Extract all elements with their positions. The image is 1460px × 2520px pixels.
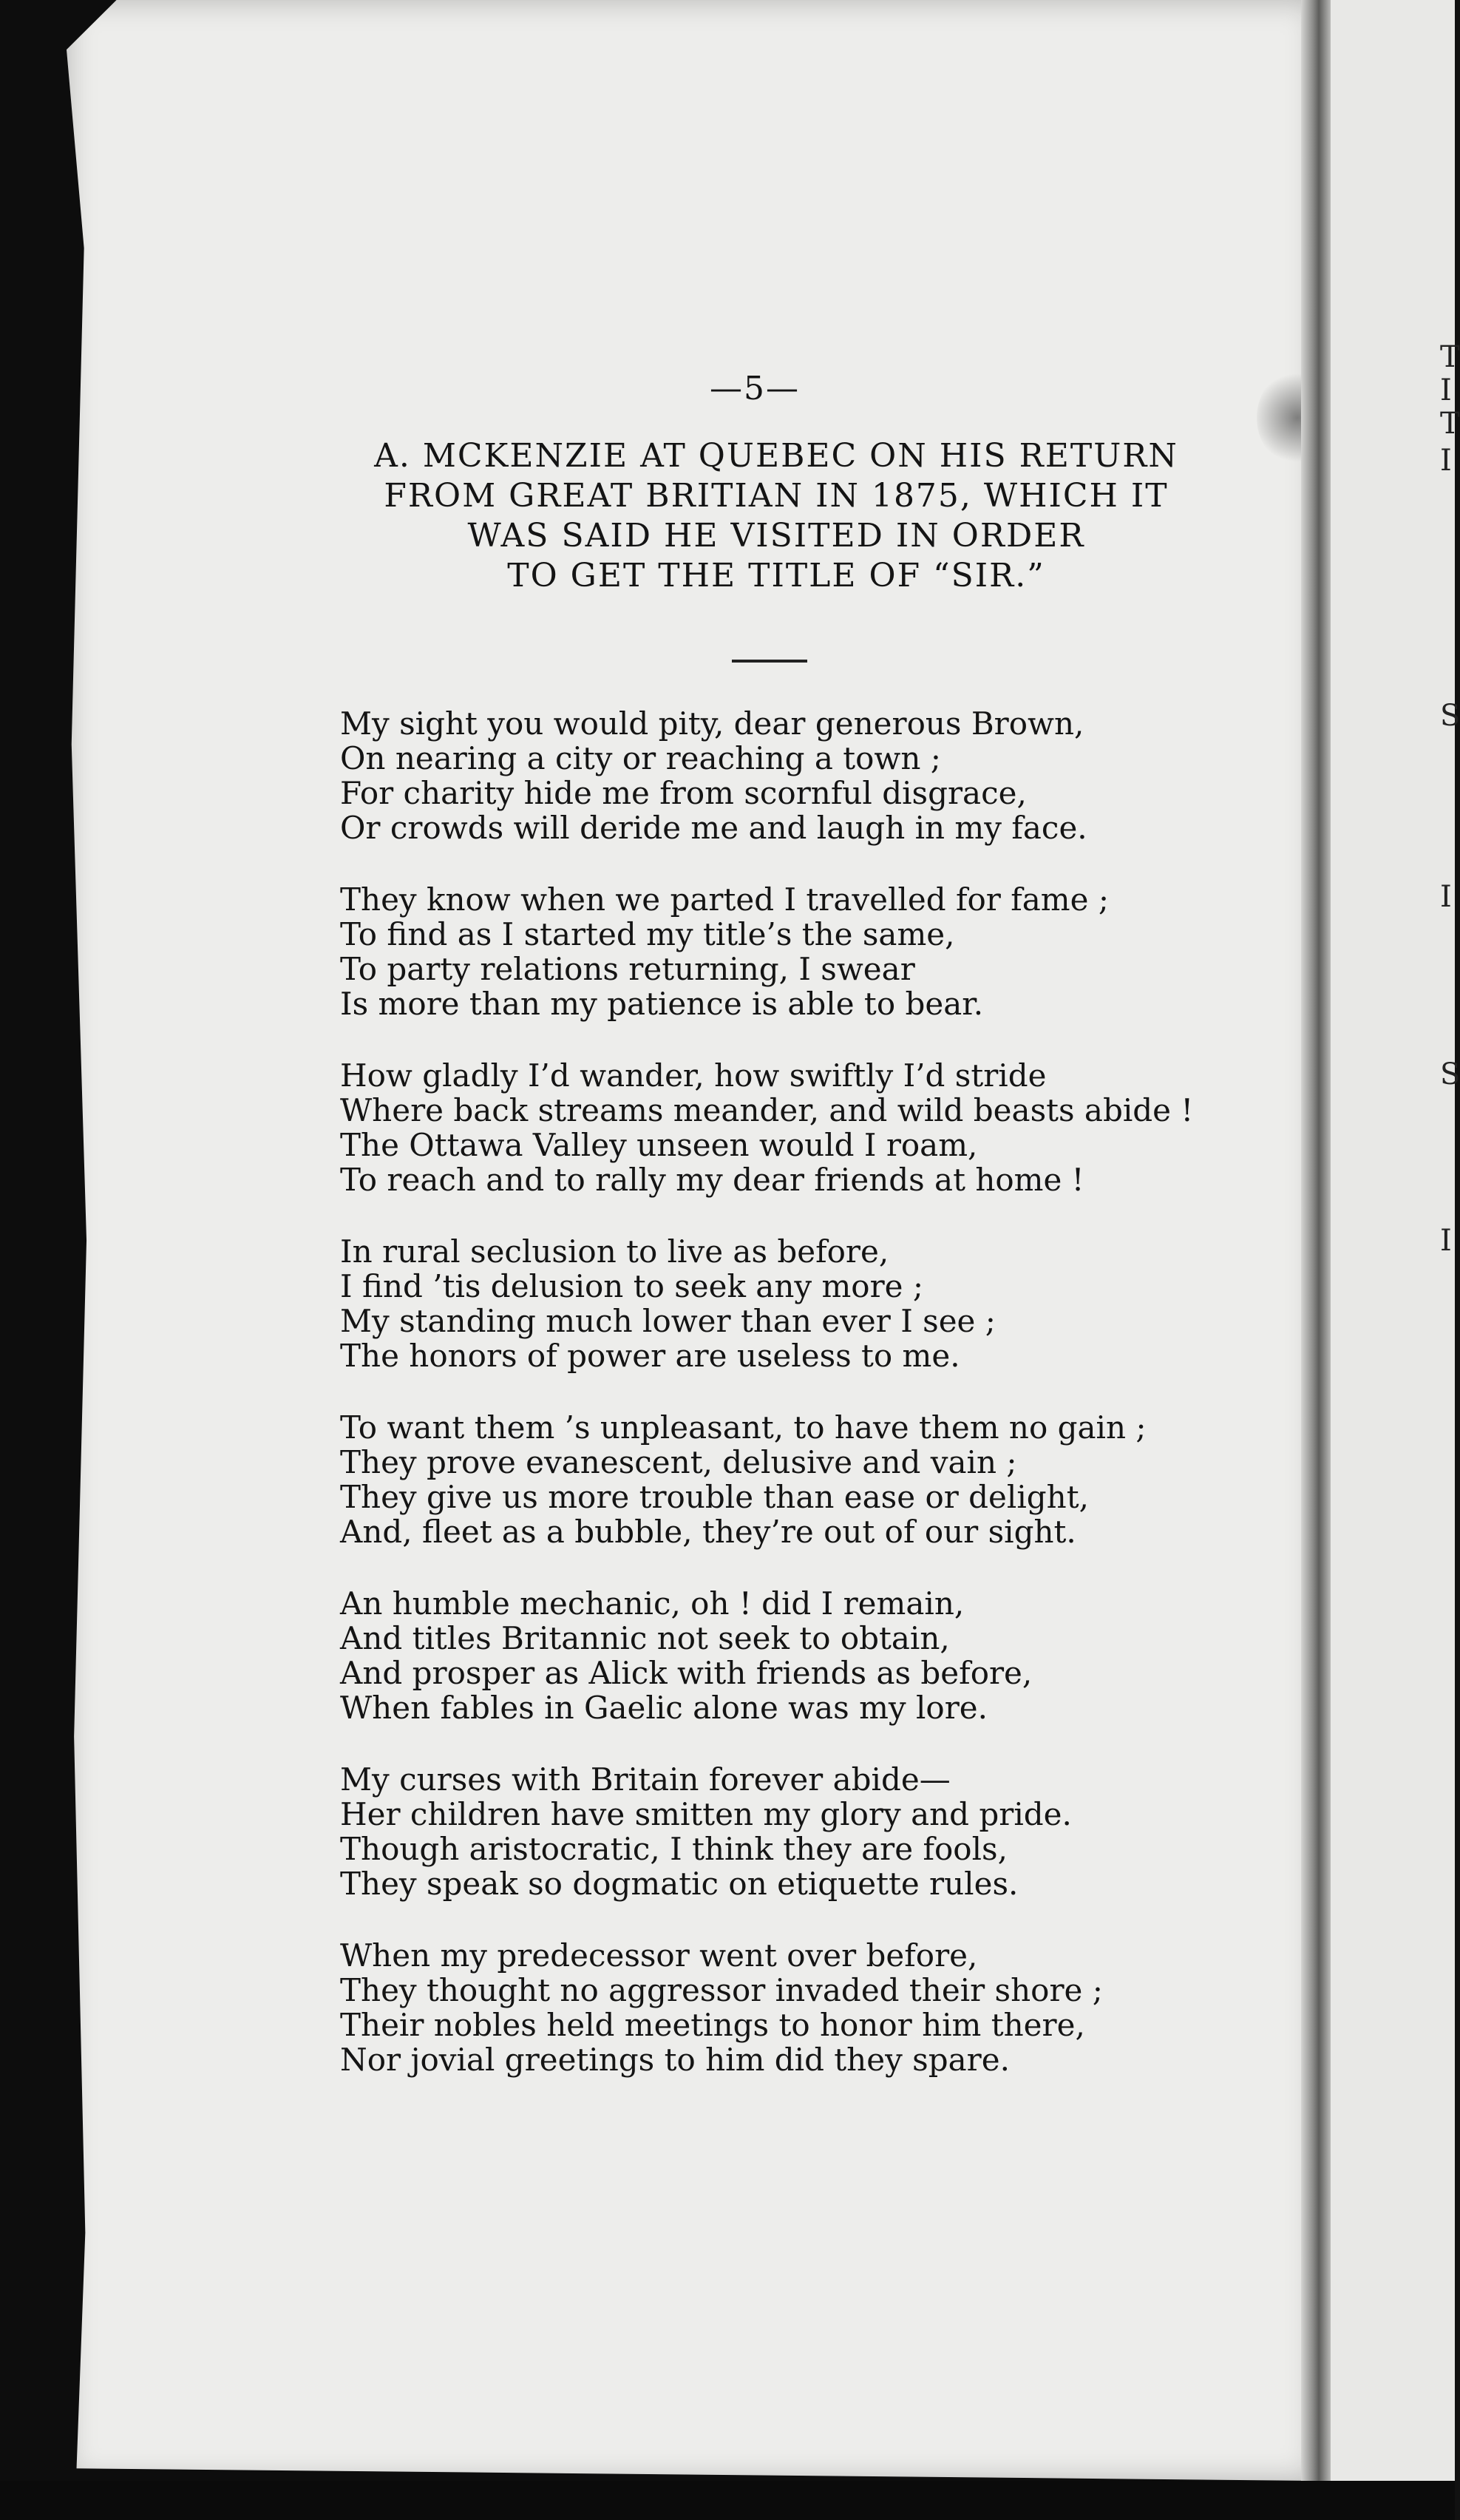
verse-line: When my predecessor went over before,	[340, 1937, 978, 1974]
verse-line: To find as I started my title’s the same,	[340, 916, 955, 952]
verse-line: An humble mechanic, oh ! did I remain,	[340, 1585, 965, 1622]
verse-line: The Ottawa Valley unseen would I roam,	[340, 1127, 978, 1163]
title-line: FROM GREAT BRITIAN IN 1875, WHICH IT	[384, 477, 1169, 515]
verse-line: They thought no aggressor invaded their shore ;	[340, 1972, 1103, 2008]
stanza	[340, 1762, 1257, 1901]
title-line: WAS SAID HE VISITED IN ORDER	[467, 517, 1085, 555]
verse-line: They prove evanescent, delusive and vain ;	[340, 1444, 1017, 1480]
verse-line: They give us more trouble than ease or delight,	[340, 1479, 1089, 1515]
poem-title	[296, 436, 1257, 596]
facing-page-letter: T	[1440, 340, 1460, 374]
verse-line: For charity hide me from scornful disgrace,	[340, 775, 1027, 811]
verse-line: To want them ’s unpleasant, to have them no gain ;	[340, 1409, 1147, 1446]
verse-line: To party relations returning, I swear	[340, 951, 915, 987]
facing-page-letter: I	[1440, 444, 1452, 478]
verse-line: They speak so dogmatic on etiquette rules.	[340, 1866, 1019, 1902]
verse-line: My standing much lower than ever I see ;	[340, 1303, 996, 1339]
facing-page-letter: I	[1440, 1224, 1452, 1258]
verse-line: And titles Britannic not seek to obtain,	[340, 1620, 950, 1656]
stanza	[340, 1586, 1257, 1725]
title-line: A. MCKENZIE AT QUEBEC ON HIS RETURN	[374, 437, 1178, 475]
stanza	[340, 706, 1257, 845]
stanza	[340, 1234, 1257, 1373]
verse-line: Her children have smitten my glory and pride.	[340, 1796, 1072, 1832]
verse-line: I find ’tis delusion to seek any more ;	[340, 1268, 923, 1304]
verse-line: Though aristocratic, I think they are fools,	[340, 1831, 1008, 1867]
stanza	[340, 1410, 1257, 1549]
verse-line: My curses with Britain forever abide—	[340, 1761, 951, 1798]
verse-line: The honors of power are useless to me.	[340, 1338, 960, 1374]
verse-line: In rural seclusion to live as before,	[340, 1233, 889, 1270]
verse-line: They know when we parted I travelled for fame ;	[340, 881, 1109, 918]
verse-line: Nor jovial greetings to him did they spare.	[340, 2042, 1010, 2078]
verse-line: Where back streams meander, and wild beasts abide !	[340, 1092, 1194, 1128]
facing-page-letter: I	[1440, 880, 1452, 914]
verse-line: Or crowds will deride me and laugh in my face.	[340, 810, 1087, 846]
facing-page-letter: S	[1440, 1057, 1460, 1091]
title-divider	[732, 660, 807, 663]
facing-page-letter: T	[1440, 407, 1460, 441]
stanza	[340, 882, 1257, 1021]
verse-line: To reach and to rally my dear friends at home !	[340, 1162, 1084, 1198]
verse-line: And prosper as Alick with friends as before,	[340, 1655, 1033, 1691]
page-number: —5—	[710, 370, 800, 407]
stanza	[340, 1938, 1257, 2077]
facing-page-letter: S	[1440, 699, 1460, 733]
title-line: TO GET THE TITLE OF “SIR.”	[507, 557, 1045, 595]
facing-page-letter: I	[1440, 373, 1452, 407]
verse-line: When fables in Gaelic alone was my lore.	[340, 1690, 988, 1726]
verse-line: Their nobles held meetings to honor him there,	[340, 2007, 1085, 2043]
stanza	[340, 1058, 1257, 1197]
verse-line: On nearing a city or reaching a town ;	[340, 740, 941, 776]
verse-line: Is more than my patience is able to bear.	[340, 986, 984, 1022]
verse-line: My sight you would pity, dear generous Brown,	[340, 705, 1084, 742]
verse-line: How gladly I’d wander, how swiftly I’d stride	[340, 1057, 1047, 1094]
poem-body	[340, 706, 1257, 2114]
verse-line: And, fleet as a bubble, they’re out of our sight.	[340, 1514, 1076, 1550]
